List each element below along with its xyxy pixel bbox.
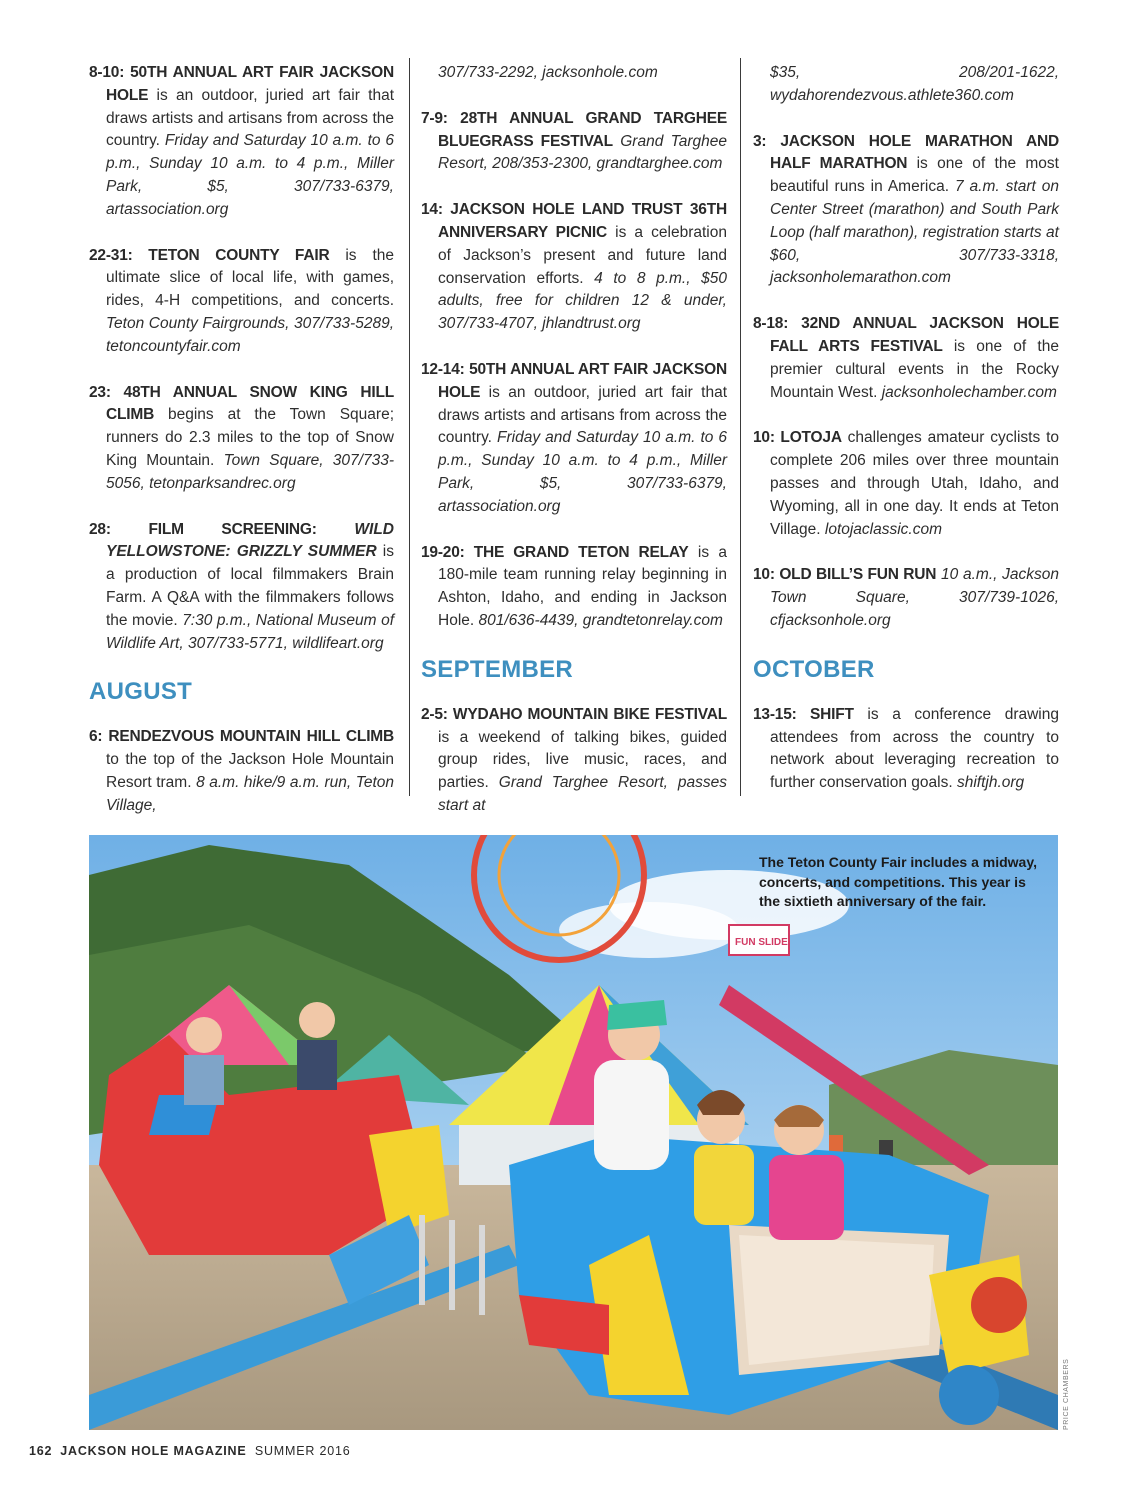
event-description: to the top of the Jackson Hole Mountain Resort tram. (106, 751, 394, 791)
event-details: 7:30 p.m., National Museum of Wildlife Art, 307/733-5771, wildlifeart.org (106, 611, 395, 652)
fair-ride-photo (89, 835, 1058, 1430)
month-heading-october: OCTOBER (753, 655, 875, 683)
events-column-2 (421, 62, 727, 818)
event-snow-king-hill-climb (89, 382, 394, 496)
events-column-1 (89, 62, 394, 818)
event-lotoja (753, 427, 1059, 541)
event-description: is an outdoor, juried art fair that draws artists and artisans from across the country. (438, 383, 727, 447)
event-teton-county-fair (89, 245, 394, 359)
column-divider (409, 58, 410, 796)
event-description: challenges amateur cyclists to complete 206 miles over three mountain passes and through Utah, Idaho, and Wyoming, all in one day. It ends at Teton Village. (770, 429, 1059, 538)
event-description: is a weekend of talking bikes, guided group rides, live music, races, and parties. (438, 728, 727, 792)
event-description: is a conference drawing attendees from across the country to network about leveraging recreation to further conservation goals. (770, 705, 1059, 792)
event-art-fair-august (421, 359, 727, 519)
event-heading: 2-5: WYDAHO MOUNTAIN BIKE FESTIVAL (421, 705, 727, 723)
event-details: 8 a.m. hike/9 a.m. run, Teton Village, (106, 773, 394, 814)
event-heading: 8-18: 32ND ANNUAL JACKSON HOLE FALL ARTS FESTIVAL (753, 315, 1059, 355)
event-grand-teton-relay (421, 542, 727, 633)
event-details: shiftjh.org (956, 774, 1025, 792)
event-details: jacksonholechamber.com (881, 383, 1057, 401)
event-details: Friday and Saturday 10 a.m. to 6 p.m., Sunday 10 a.m. to 4 p.m., Miller Park, $5, 307/733-6379, artassociation.org (106, 132, 394, 218)
event-details: Town Square, 307/733-5056, tetonparksandrec.org (106, 451, 394, 492)
event-heading: 23: 48TH ANNUAL SNOW KING HILL CLIMB (89, 383, 394, 424)
event-details: lotojaclassic.com (824, 520, 943, 538)
event-heading: 12-14: 50TH ANNUAL ART FAIR JACKSON HOLE (421, 360, 727, 401)
continued-details: 307/733-2292, jacksonhole.com (438, 64, 658, 81)
photo-credit: PRICE CHAMBERS (1063, 1358, 1070, 1430)
event-heading: 3: JACKSON HOLE MARATHON AND HALF MARATHON (753, 132, 1059, 173)
event-description: is a celebration of Jackson’s present and future land conservation efforts. (438, 223, 727, 287)
event-heading: 6: RENDEZVOUS MOUNTAIN HILL CLIMB (89, 728, 394, 746)
event-details: 4 to 8 p.m., $50 adults, free for children 12 & under, 307/733-4707, jhlandtrust.org (438, 269, 727, 333)
month-heading-august: AUGUST (89, 678, 193, 706)
event-description: is an outdoor, juried art fair that draws artists and artisans from across the country. (106, 86, 394, 150)
slide-sign-text: FUN SLIDE (735, 937, 788, 948)
month-heading-september: SEPTEMBER (421, 655, 574, 683)
event-details: Grand Targhee Resort, 208/353-2300, grandtarghee.com (438, 132, 727, 173)
event-description: is a 180-mile team running relay beginning in Ashton, Idaho, and ending in Jackson Hole. (438, 543, 727, 629)
event-heading: 7-9: 28TH ANNUAL GRAND TARGHEE BLUEGRASS FESTIVAL (421, 109, 727, 150)
event-heading: 22-31: TETON COUNTY FAIR (89, 246, 330, 264)
issue-label: SUMMER 2016 (254, 1444, 351, 1458)
event-details: 7 a.m. start on Center Street (marathon) and South Park Loop (half marathon), registration starts at $60, 307/733-3318, jacksonholemarathon.com (770, 178, 1060, 287)
film-title: WILD YELLOWSTONE: GRIZZLY SUMMER (106, 520, 394, 561)
event-description: is one of the premier cultural events in the Rocky Mountain West. (770, 337, 1059, 401)
event-heading: 14: JACKSON HOLE LAND TRUST 36TH ANNIVERSARY PICNIC (421, 201, 727, 241)
event-shift-conference (753, 704, 1059, 795)
event-rendezvous-hill-climb (89, 726, 394, 817)
event-fall-arts-festival (753, 313, 1059, 404)
event-heading: 13-15: SHIFT (753, 705, 854, 723)
fair-illustration (89, 835, 1058, 1430)
event-details: 801/636-4439, grandtetonrelay.com (478, 611, 723, 629)
event-land-trust-picnic (421, 199, 727, 336)
event-old-bills-fun-run (753, 564, 1059, 632)
event-details: 10 a.m., Jackson Town Square, 307/739-1026, cfjacksonhole.org (770, 566, 1060, 629)
event-details: Teton County Fairgrounds, 307/733-5289, tetoncountyfair.com (106, 314, 394, 355)
events-column-3 (753, 62, 1059, 795)
event-details: Friday and Saturday 10 a.m. to 6 p.m., Sunday 10 a.m. to 4 p.m., Miller Park, $5, 307/733-6379, artassociation.org (438, 429, 728, 515)
magazine-name: JACKSON HOLE MAGAZINE (60, 1444, 247, 1458)
event-description: is the ultimate slice of local life, with games, rides, 4-H competitions, and concerts. (106, 246, 395, 310)
event-heading: 10: LOTOJA (753, 429, 842, 447)
event-details: Grand Targhee Resort, passes start at (438, 774, 727, 814)
event-art-fair-july (89, 62, 394, 222)
event-film-screening (89, 519, 394, 656)
event-bluegrass-festival (421, 108, 727, 176)
event-description: is one of the most beautiful runs in America. (770, 155, 1059, 196)
event-heading: 28: FILM SCREENING: (89, 520, 355, 538)
event-heading: 19-20: THE GRAND TETON RELAY (421, 543, 689, 561)
continued-details: $35, 208/201-1622, wydahorendezvous.athlete360.com (770, 64, 1059, 104)
event-description: begins at the Town Square; runners do 2.3 miles to the top of Snow King Mountain. (106, 406, 394, 469)
event-heading: 10: OLD BILL’S FUN RUN (753, 566, 937, 584)
page-number: 162 (29, 1444, 53, 1458)
column-divider (740, 58, 741, 796)
event-heading: 8-10: 50TH ANNUAL ART FAIR JACKSON HOLE (89, 64, 394, 104)
page-footer (29, 1444, 350, 1458)
event-wydaho-bike-festival (421, 704, 727, 818)
photo-caption: The Teton County Fair includes a midway, concerts, and competitions. This year is the sixtieth anniversary of the fair. (759, 854, 1037, 909)
event-jackson-hole-marathon (753, 131, 1059, 291)
event-description: is a production of local filmmakers Brain Farm. A Q&A with the filmmakers follows the movie. (106, 543, 395, 629)
